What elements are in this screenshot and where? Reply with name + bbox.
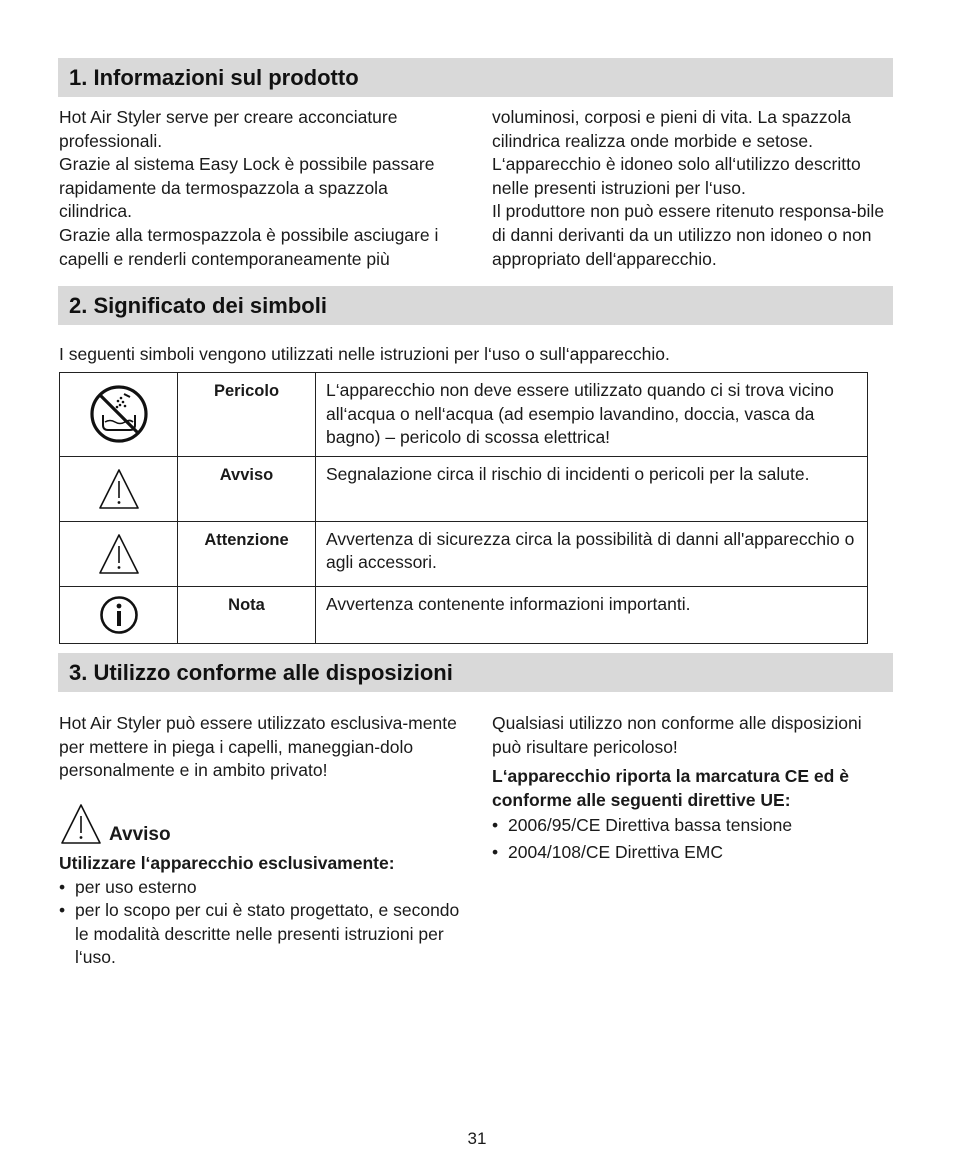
symbol-description: Avvertenza di sicurezza circa la possibilità di danni all'apparecchio o agli accessori. bbox=[316, 521, 868, 586]
table-row bbox=[60, 456, 868, 521]
warning-subhead: Utilizzare l‘apparecchio esclusivamente: bbox=[59, 853, 395, 873]
paragraph: Grazie al sistema Easy Lock è possibile passare rapidamente da termospazzola a spazzola cilindrica. bbox=[59, 154, 435, 222]
warning-triangle-icon bbox=[59, 802, 103, 846]
symbols-intro: I seguenti simboli vengono utilizzati nelle istruzioni per l‘uso o sull‘apparecchio. bbox=[59, 344, 670, 364]
table-row bbox=[60, 373, 868, 457]
ce-heading: L‘apparecchio riporta la marcatura CE ed è conforme alle seguenti direttive UE: bbox=[492, 766, 849, 810]
paragraph: Hot Air Styler serve per creare acconciature professionali. bbox=[59, 107, 398, 151]
paragraph: voluminosi, corposi e pieni di vita. La spazzola cilindrica realizza onde morbide e setose. bbox=[492, 107, 851, 151]
icon-cell bbox=[60, 586, 178, 643]
list-item: • 2004/108/CE Direttiva EMC bbox=[492, 841, 894, 865]
info-icon bbox=[99, 595, 139, 635]
table-row bbox=[60, 521, 868, 586]
warning-triangle-icon bbox=[97, 467, 141, 511]
symbol-name: Pericolo bbox=[178, 373, 316, 457]
section-title-symbols: 2. Significato dei simboli bbox=[58, 286, 893, 325]
product-info-left-column bbox=[59, 106, 464, 271]
symbol-name: Avviso bbox=[178, 456, 316, 521]
intended-use-right-column bbox=[492, 712, 894, 865]
symbol-description: L‘apparecchio non deve essere utilizzato quando ci si trova vicino all‘acqua o nell‘acqua (ad esempio lavandino, doccia, vasca da bagno) – pericolo di scossa elettrica! bbox=[316, 373, 868, 457]
list-item: • 2006/95/CE Direttiva bassa tensione bbox=[492, 814, 894, 838]
icon-cell bbox=[60, 521, 178, 586]
icon-cell bbox=[60, 456, 178, 521]
section-title-intended-use: 3. Utilizzo conforme alle disposizioni bbox=[58, 653, 893, 692]
symbol-name: Attenzione bbox=[178, 521, 316, 586]
symbols-table bbox=[59, 372, 868, 644]
product-info-right-column bbox=[492, 106, 894, 271]
paragraph: Grazie alla termospazzola è possibile asciugare i capelli e renderli contemporaneamente più bbox=[59, 224, 439, 269]
warning-triangle-icon bbox=[97, 532, 141, 576]
list-item: • per uso esterno bbox=[59, 876, 469, 900]
paragraph: L‘apparecchio è idoneo solo all‘utilizzo descritto nelle presenti istruzioni per l‘uso. bbox=[492, 154, 861, 198]
symbol-description: Avvertenza contenente informazioni importanti. bbox=[316, 586, 868, 643]
symbol-description: Segnalazione circa il rischio di incidenti o pericoli per la salute. bbox=[316, 456, 868, 521]
warning-heading bbox=[59, 800, 259, 850]
no-water-icon bbox=[88, 385, 150, 443]
paragraph: Il produttore non può essere ritenuto responsa-bile di danni derivanti da un utilizzo non idoneo o non appropriato dell‘apparecchio. bbox=[492, 201, 885, 269]
list-item: • per lo scopo per cui è stato progettato, e secondo le modalità descritte nelle presenti istruzioni per l‘uso. bbox=[59, 899, 469, 970]
paragraph: Qualsiasi utilizzo non conforme alle disposizioni può risultare pericoloso! bbox=[492, 713, 862, 757]
page-number: 31 bbox=[467, 1129, 487, 1148]
warning-label: Avviso bbox=[109, 824, 171, 845]
symbol-name: Nota bbox=[178, 586, 316, 643]
warning-body bbox=[59, 852, 469, 970]
table-row bbox=[60, 586, 868, 643]
icon-cell bbox=[60, 373, 178, 457]
section-title-product-info: 1. Informazioni sul prodotto bbox=[58, 58, 893, 97]
intended-use-left-intro: Hot Air Styler può essere utilizzato esclusiva-mente per mettere in piega i capelli, maneggian-dolo personalmente e in ambito privato! bbox=[59, 713, 457, 781]
